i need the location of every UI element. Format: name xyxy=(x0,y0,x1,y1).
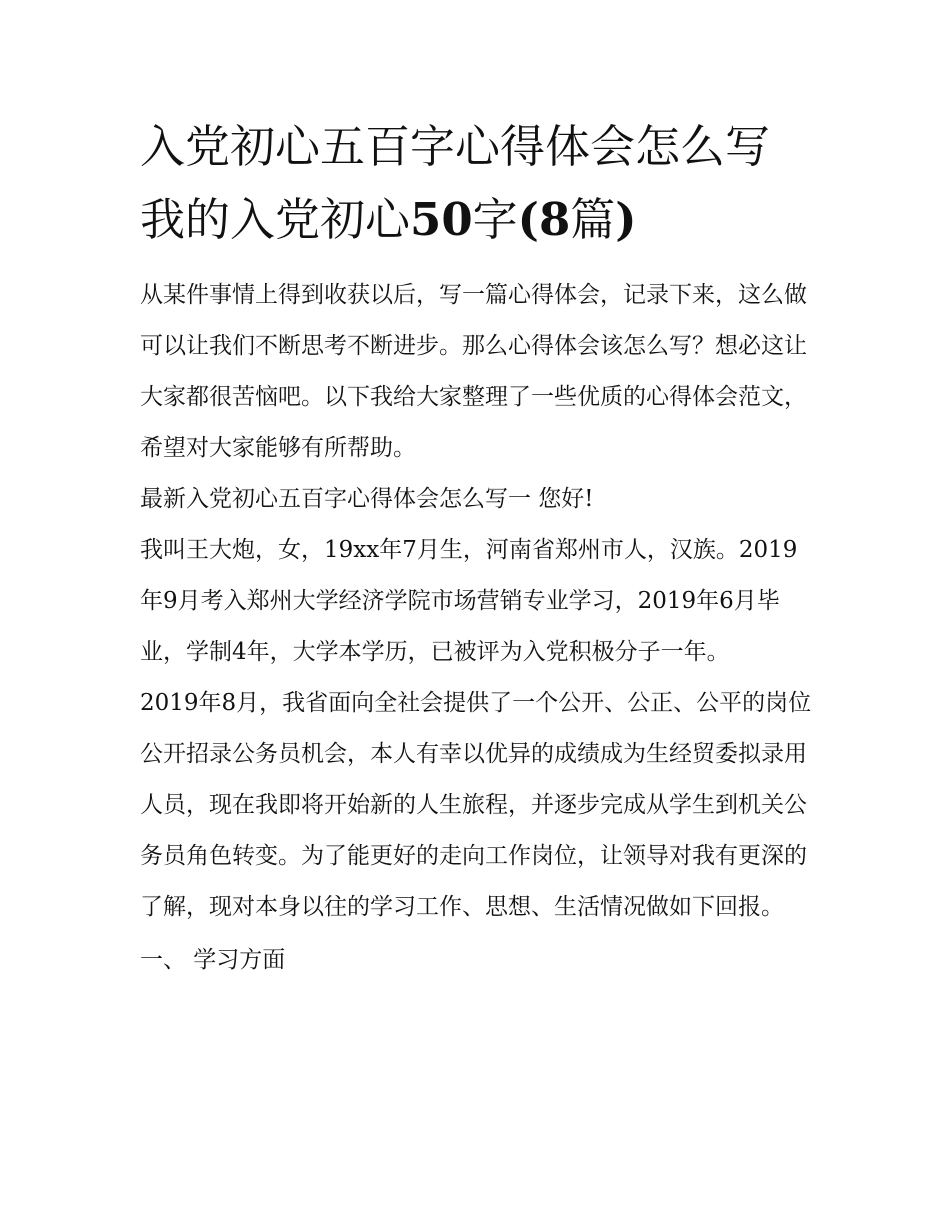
title-number-50: 50 xyxy=(410,193,473,246)
paragraph-subtitle: 最新入党初心五百字心得体会怎么写一 您好! xyxy=(140,486,594,512)
title-text-2: 字 xyxy=(472,193,518,246)
title-text-1: 入党初心五百字心得体会怎么写 我的入党初心 xyxy=(140,120,771,246)
paragraph-self-intro: 我叫王大炮，女，19xx年7月生，河南省郑州市人，汉族。2019年9月考入郑州大学经济学院市场营销专业学习，2019年6月毕业，学制4年，大学本学历，已被评为入党积极分子一年。 xyxy=(140,537,798,665)
section-heading-study: 一、 学习方面 xyxy=(140,947,286,973)
title-text-3: 篇 xyxy=(570,193,616,246)
document-page xyxy=(140,110,812,986)
title-paren-open: (8 xyxy=(517,193,571,246)
document-body xyxy=(140,270,812,986)
title-paren-close: ) xyxy=(615,193,637,246)
paragraph-employment: 2019年8月，我省面向全社会提供了一个公开、公正、公平的岗位公开招录公务员机会，本人有幸以优异的成绩成为生经贸委拟录用人员，现在我即将开始新的人生旅程，并逐步完成从学生到机关公务员角色转变。为了能更好的走向工作岗位，让领导对我有更深的了解，现对本身以往的学习工作、思想、生活情况做如下回报。 xyxy=(140,690,812,920)
paragraph-intro: 从某件事情上得到收获以后，写一篇心得体会，记录下来，这么做可以让我们不断思考不断进步。那么心得体会该怎么写？想必这让大家都很苦恼吧。以下我给大家整理了一些优质的心得体会范文，希望对大家能够有所帮助。 xyxy=(140,282,807,461)
document-title xyxy=(140,110,812,256)
